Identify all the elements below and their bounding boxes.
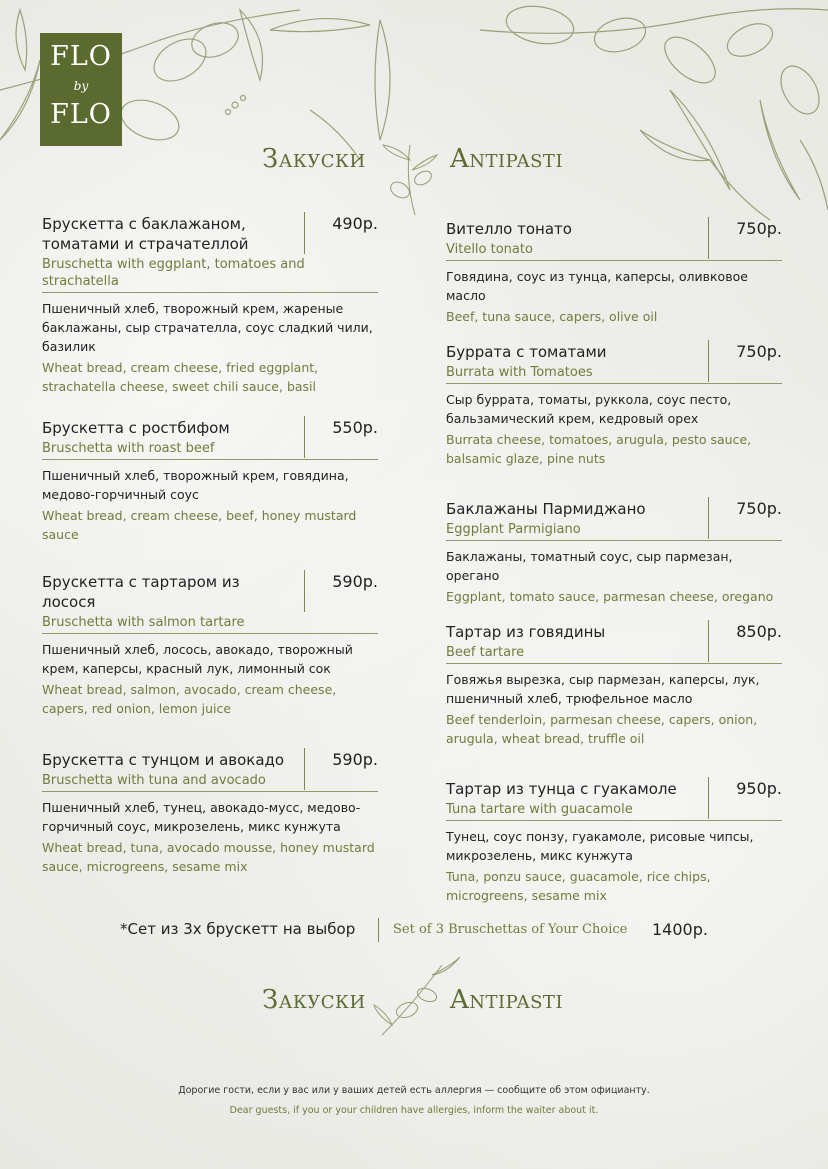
bruschetta-set-offer [0,918,828,944]
item-name: Брускетта с тартаром из лосося [42,573,240,611]
allergy-note-ru: Дорогие гости, если у вас или у ваших детей есть аллергия — сообщите об этом официанту. [178,1085,650,1096]
menu-item [42,572,378,718]
olive-branch-footer-illustration [372,955,462,1045]
set-offer-price: 1400р. [652,920,708,939]
set-offer-en: Set of 3 Bruschettas of Your Choice [393,922,628,937]
price-divider [304,570,305,612]
item-name-en: Bruschetta with roast beef [42,441,215,456]
item-name: Брускетта с ростбифом [42,419,230,437]
price-divider [708,497,709,539]
item-ingredients-ru: Баклажаны, томатный соус, сыр пармезан, орегано [446,549,733,583]
item-divider [42,791,378,792]
item-divider [446,260,782,261]
item-ingredients-ru: Сыр буррата, томаты, руккола, соус песто, бальзамический крем, кедровый орех [446,392,732,426]
item-name-en: Bruschetta with salmon tartare [42,615,245,630]
menu-item [42,750,378,876]
item-ingredients-en: Wheat bread, salmon, avocado, cream cheese, capers, red onion, lemon juice [42,682,337,716]
item-ingredients-en: Beef, tuna sauce, capers, olive oil [446,309,658,324]
item-name: Тартар из тунца с гуакамоле [446,780,677,798]
menu-item [446,342,782,468]
item-divider [42,459,378,460]
logo-line-2: by [73,79,89,93]
item-price: 590р. [332,572,378,591]
menu-item [446,779,782,905]
item-name-en: Bruschetta with eggplant, tomatoes and strachatella [42,257,305,289]
price-divider [304,748,305,790]
item-divider [446,383,782,384]
logo-line-1: FLO [50,41,112,72]
item-name: Брускетта с тунцом и авокадо [42,751,285,769]
item-name: Буррата с томатами [446,343,607,361]
item-price: 950р. [736,779,782,798]
item-name-en: Tuna tartare with guacamole [446,802,633,817]
item-ingredients-en: Wheat bread, cream cheese, beef, honey mustard sauce [42,508,357,542]
olive-branch-header-illustration [375,140,445,220]
item-price: 590р. [332,750,378,769]
item-name-en: Burrata with Tomatoes [446,365,593,380]
item-price: 490р. [332,214,378,233]
price-divider [304,212,305,254]
item-price: 750р. [736,499,782,518]
item-ingredients-en: Wheat bread, tuna, avocado mousse, honey mustard sauce, microgreens, sesame mix [42,840,375,874]
item-ingredients-ru: Пшеничный хлеб, тунец, авокадо-мусс, медово-горчичный соус, микрозелень, микс кунжута [42,800,361,834]
menu-item [42,214,378,396]
item-divider [446,540,782,541]
item-ingredients-en: Burrata cheese, tomatoes, arugula, pesto sauce, balsamic glaze, pine nuts [446,432,752,466]
item-name: Брускетта с баклажаном, томатами и страчателлой [42,215,249,253]
price-divider [708,340,709,382]
item-name: Вителло тонато [446,220,572,238]
item-ingredients-ru: Тунец, соус понзу, гуакамоле, рисовые чипсы, микрозелень, микс кунжута [446,829,754,863]
item-ingredients-ru: Пшеничный хлеб, творожный крем, жареные баклажаны, сыр страчателла, соус сладкий чили, базилик [42,301,373,354]
item-price: 850р. [736,622,782,641]
item-divider [446,820,782,821]
set-offer-ru: *Сет из 3х брускетт на выбор [120,920,356,938]
item-divider [42,292,378,293]
allergy-note-en: Dear guests, if you or your children have allergies, inform the waiter about it. [229,1105,599,1116]
item-ingredients-en: Eggplant, tomato sauce, parmesan cheese, oregano [446,589,774,604]
menu-item [446,499,782,606]
price-divider [708,217,709,259]
flo-by-flo-logo [40,33,122,146]
menu-item [446,622,782,748]
item-name-en: Bruschetta with tuna and avocado [42,773,266,788]
set-offer-divider [378,918,379,942]
item-price: 750р. [736,219,782,238]
item-price: 550р. [332,418,378,437]
item-name-en: Vitello tonato [446,242,533,257]
section-title-ru: Закуски [262,144,366,174]
item-name-en: Beef tartare [446,645,525,660]
item-name: Тартар из говядины [446,623,606,641]
item-ingredients-en: Beef tenderloin, parmesan cheese, capers, onion, arugula, wheat bread, truffle oil [446,712,758,746]
menu-item [42,418,378,544]
item-price: 750р. [736,342,782,361]
price-divider [708,777,709,819]
item-ingredients-en: Wheat bread, cream cheese, fried eggplant, strachatella cheese, sweet chili sauce, basil [42,360,319,394]
price-divider [708,620,709,662]
footer-title-ru: Закуски [262,985,366,1015]
item-ingredients-ru: Пшеничный хлеб, творожный крем, говядина, медово-горчичный соус [42,468,349,502]
item-divider [446,663,782,664]
section-title-it: Antipasti [450,144,564,174]
logo-line-3: FLO [50,99,112,130]
item-name-en: Eggplant Parmigiano [446,522,581,537]
item-ingredients-ru: Говядина, соус из тунца, каперсы, оливковое масло [446,269,748,303]
item-ingredients-ru: Говяжья вырезка, сыр пармезан, каперсы, лук, пшеничный хлеб, трюфельное масло [446,672,760,706]
footer-title-it: Antipasti [450,985,564,1015]
item-name: Баклажаны Пармиджано [446,500,646,518]
item-divider [42,633,378,634]
item-ingredients-en: Tuna, ponzu sauce, guacamole, rice chips, microgreens, sesame mix [446,869,711,903]
item-ingredients-ru: Пшеничный хлеб, лосось, авокадо, творожный крем, каперсы, красный лук, лимонный сок [42,642,353,676]
olive-branch-top-right-illustration [470,0,828,230]
price-divider [304,416,305,458]
menu-item [446,219,782,326]
